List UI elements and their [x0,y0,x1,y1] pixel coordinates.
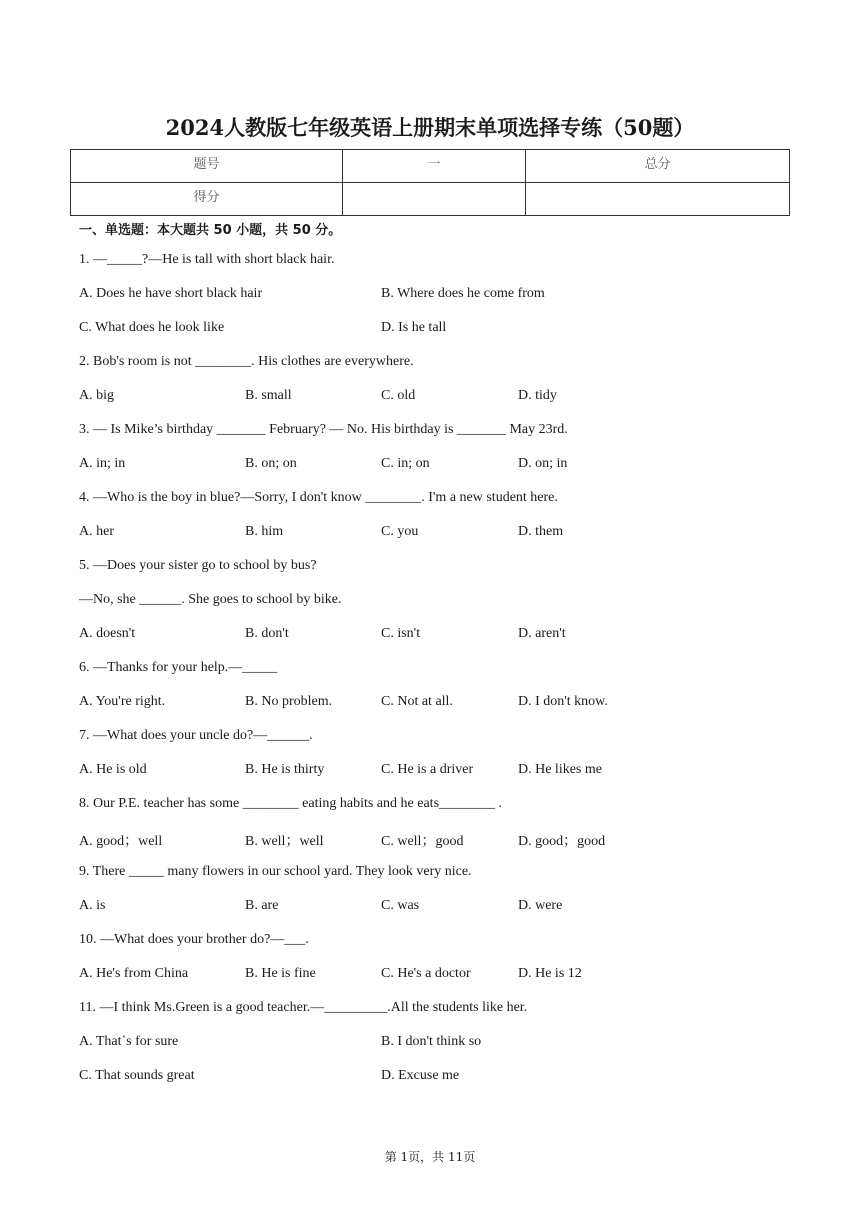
question-text: 7. —What does your uncle do?—______. [79,728,313,743]
answer-option[interactable]: B. He is thirty [245,762,325,777]
answer-option[interactable]: C. well；good [381,834,464,849]
answer-option[interactable]: A. He's from China [79,966,189,981]
answer-option[interactable]: B. Where does he come from [381,286,545,301]
answer-option[interactable]: C. was [381,898,420,913]
answer-option[interactable]: D. tidy [518,388,557,403]
answer-option[interactable]: B. on; on [245,456,297,471]
question-text: 10. —What does your brother do?—___. [79,932,309,947]
page-footer: 第 1页，共 11页 [384,1150,476,1164]
page-title: 2024人教版七年级英语上册期末单项选择专练（50题） [165,115,695,140]
score-cell: 一 [343,150,526,183]
question-text: 4. —Who is the boy in blue?—Sorry, I don't know ________. I'm a new student here. [79,490,558,505]
score-cell: 总分 [526,150,790,183]
score-table-row [71,183,790,216]
answer-option[interactable]: B. I don't think so [381,1034,482,1049]
answer-option[interactable]: B. don't [245,626,289,641]
question-text: 1. —_____?—He is tall with short black hair. [79,252,335,267]
answer-option[interactable]: C. in; on [381,456,430,471]
answer-option[interactable]: D. aren't [518,626,566,641]
answer-option[interactable]: A. Does he have short black hair [79,286,263,301]
answer-option[interactable]: A. That᾽s for sure [79,1034,179,1049]
answer-option[interactable]: B. small [245,388,292,403]
score-table [70,149,790,216]
answer-option[interactable]: D. Is he tall [381,320,447,335]
question-text: 2. Bob's room is not ________. His clothes are everywhere. [79,354,414,369]
answer-option[interactable]: C. you [381,524,419,539]
question-text: 6. —Thanks for your help.—_____ [79,660,278,675]
answer-option[interactable]: C. old [381,388,416,403]
question-text: 8. Our P.E. teacher has some ________ eating habits and he eats________ . [79,796,503,811]
answer-option[interactable]: C. He's a doctor [381,966,471,981]
answer-option[interactable]: A. big [79,388,114,403]
answer-option[interactable]: C. That sounds great [79,1068,195,1083]
answer-option[interactable]: A. You're right. [79,694,166,709]
answer-option[interactable]: D. He is 12 [518,966,582,981]
answer-option[interactable]: A. in; in [79,456,126,471]
answer-option[interactable]: D. Excuse me [381,1068,460,1083]
score-cell[interactable] [343,183,526,216]
score-cell: 题号 [71,150,343,183]
answer-option[interactable]: D. them [518,524,564,539]
answer-option[interactable]: B. He is fine [245,966,316,981]
question-text: 11. —I think Ms.Green is a good teacher.—_________.All the students like her. [79,1000,528,1015]
answer-option[interactable]: D. on; in [518,456,568,471]
answer-option[interactable]: D. He likes me [518,762,602,777]
answer-option[interactable]: C. Not at all. [381,694,453,709]
answer-option[interactable]: A. He is old [79,762,147,777]
answer-option[interactable]: B. him [245,524,284,539]
score-cell[interactable] [526,183,790,216]
question-text: —No, she ______. She goes to school by bike. [79,592,342,607]
answer-option[interactable]: A. is [79,898,106,913]
answer-option[interactable]: C. What does he look like [79,320,225,335]
section-heading: 一、单选题：本大题共 50 小题，共 50 分。 [79,223,342,238]
question-text: 3. — Is Mike’s birthday _______ February? — No. His birthday is _______ May 23rd. [79,422,568,437]
answer-option[interactable]: D. were [518,898,563,913]
question-text: 9. There _____ many flowers in our school yard. They look very nice. [79,864,472,879]
answer-option[interactable]: B. No problem. [245,694,333,709]
score-table-header-row [71,150,790,183]
answer-option[interactable]: B. well；well [245,834,324,849]
answer-option[interactable]: A. good；well [79,834,163,849]
answer-option[interactable]: D. good；good [518,834,606,849]
answer-option[interactable]: C. He is a driver [381,762,474,777]
answer-option[interactable]: D. I don't know. [518,694,608,709]
score-cell: 得分 [71,183,343,216]
answer-option[interactable]: A. her [79,524,114,539]
answer-option[interactable]: B. are [245,898,279,913]
answer-option[interactable]: C. isn't [381,626,421,641]
answer-option[interactable]: A. doesn't [79,626,136,641]
question-text: 5. —Does your sister go to school by bus? [79,558,317,573]
